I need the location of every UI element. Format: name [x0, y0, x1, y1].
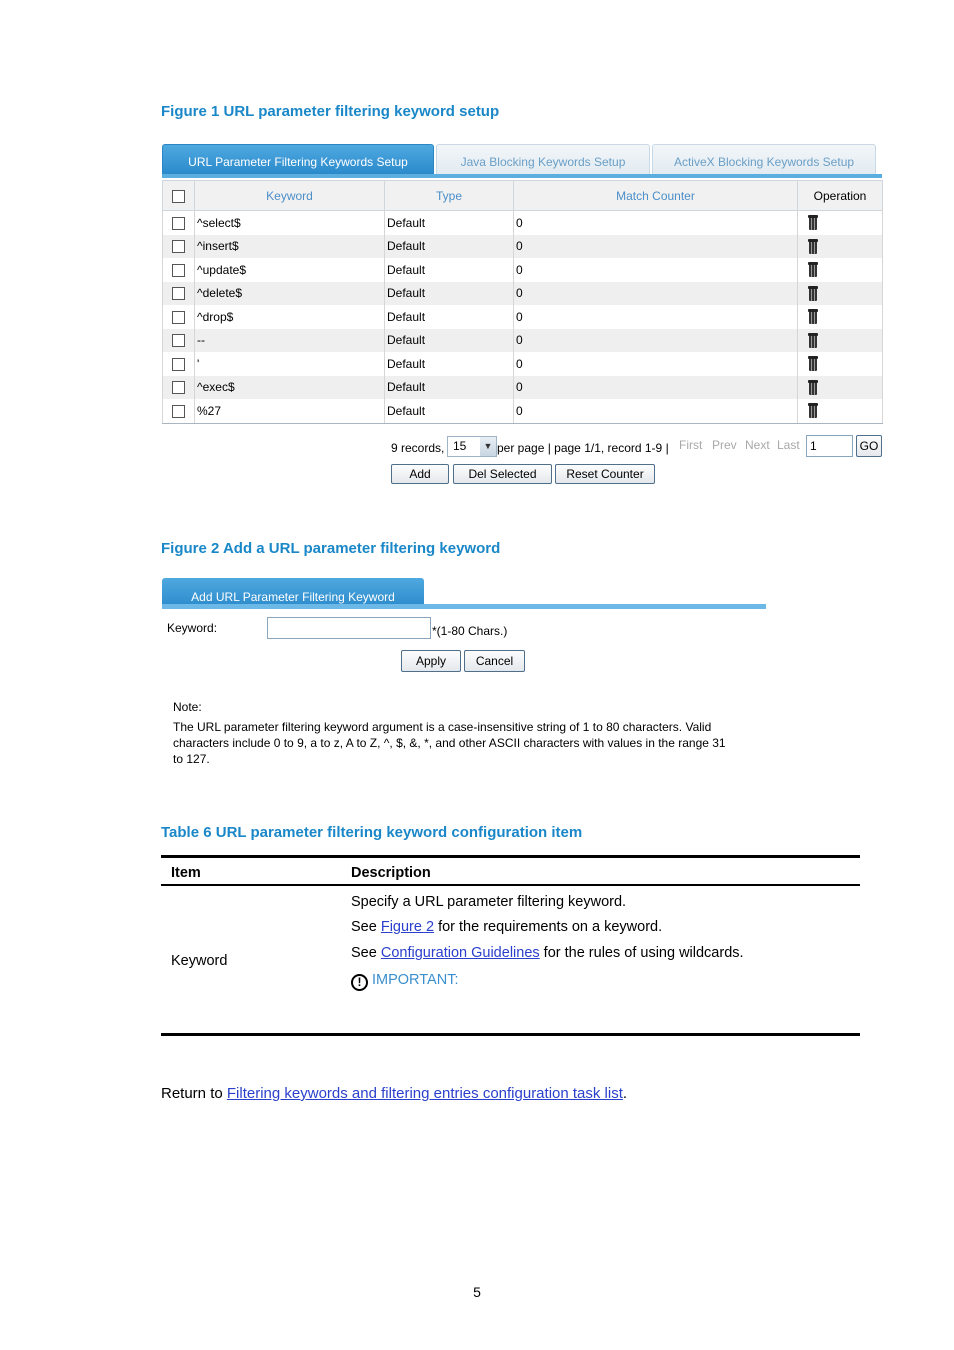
table-row: [163, 305, 883, 329]
desc-line-3-post: for the rules of using wildcards.: [539, 945, 744, 961]
type-cell: Default: [385, 211, 514, 235]
select-all-cell: [163, 181, 195, 211]
row-checkbox[interactable]: [172, 287, 185, 300]
match-counter-cell: 0: [514, 329, 798, 353]
type-cell: Default: [385, 399, 514, 423]
chevron-down-icon[interactable]: ▼: [480, 437, 496, 456]
table-row: [163, 352, 883, 376]
row-checkbox[interactable]: [172, 217, 185, 230]
note-line-1: The URL parameter filtering keyword argument is a case-insensitive string of 1 to 80 characters. Valid: [173, 720, 712, 734]
match-counter-cell: 0: [514, 258, 798, 282]
row-checkbox[interactable]: [172, 334, 185, 347]
operation-cell: [798, 376, 883, 400]
type-cell: Default: [385, 235, 514, 259]
table6-item-keyword: Keyword: [171, 953, 228, 969]
row-checkbox-cell: [163, 352, 195, 376]
table6-desc-line-1: Specify a URL parameter filtering keyword.: [351, 894, 627, 910]
type-cell: Default: [385, 376, 514, 400]
tab-url-parameter-keywords[interactable]: URL Parameter Filtering Keywords Setup: [162, 144, 434, 174]
prev-link[interactable]: Prev: [712, 438, 737, 452]
table6-important: [351, 972, 458, 991]
table-row: [163, 258, 883, 282]
keyword-label: Keyword:: [167, 621, 218, 635]
table6-desc-line-2: [351, 919, 662, 935]
records-count: 9 records,: [391, 441, 445, 455]
table6-bottom-rule: [161, 1033, 860, 1036]
note-line-2: characters include 0 to 9, a to z, A to Z, ^, $, &, *, and other ASCII characters with values in the range 31: [173, 736, 726, 750]
table6-caption: Table 6 URL parameter filtering keyword configuration item: [161, 824, 583, 841]
per-page-value: 15: [453, 439, 467, 453]
trash-icon[interactable]: [808, 286, 818, 301]
row-checkbox-cell: [163, 305, 195, 329]
page-number-input[interactable]: 1: [806, 435, 853, 457]
operation-cell: [798, 282, 883, 306]
tab2-underline: [162, 604, 766, 609]
figure-2-link[interactable]: Figure 2: [380, 919, 435, 935]
trash-icon[interactable]: [808, 380, 818, 395]
keyword-cell: ^insert$: [195, 235, 385, 259]
column-header-type[interactable]: Type: [385, 181, 514, 211]
pager-summary: per page | page 1/1, record 1-9 |: [497, 441, 669, 455]
return-post: .: [622, 1085, 628, 1102]
row-checkbox-cell: [163, 376, 195, 400]
tab-java-blocking-keywords[interactable]: Java Blocking Keywords Setup: [436, 144, 650, 174]
go-button[interactable]: GO: [856, 435, 882, 457]
page-number: 5: [473, 1284, 481, 1300]
row-checkbox[interactable]: [172, 240, 185, 253]
row-checkbox[interactable]: [172, 405, 185, 418]
keyword-input[interactable]: [267, 617, 431, 639]
operation-cell: [798, 235, 883, 259]
del-selected-button[interactable]: Del Selected: [453, 464, 552, 484]
first-link[interactable]: First: [679, 438, 703, 452]
table-row: [163, 282, 883, 306]
row-checkbox-cell: [163, 258, 195, 282]
keyword-table: [162, 180, 883, 424]
operation-cell: [798, 352, 883, 376]
match-counter-cell: 0: [514, 376, 798, 400]
trash-icon[interactable]: [808, 239, 818, 254]
row-checkbox-cell: [163, 235, 195, 259]
operation-cell: [798, 329, 883, 353]
configuration-guidelines-link[interactable]: Configuration Guidelines: [380, 945, 540, 961]
table6-head-description: Description: [351, 865, 431, 881]
next-link[interactable]: Next: [745, 438, 770, 452]
keyword-hint: *(1-80 Chars.): [432, 624, 508, 638]
keyword-cell: ^delete$: [195, 282, 385, 306]
operation-cell: [798, 305, 883, 329]
select-all-checkbox[interactable]: [172, 190, 185, 203]
trash-icon[interactable]: [808, 215, 818, 230]
keyword-cell: ': [195, 352, 385, 376]
row-checkbox[interactable]: [172, 311, 185, 324]
warning-icon: !: [351, 974, 368, 991]
desc-line-3-pre: See: [351, 945, 381, 961]
table-row: [163, 399, 883, 423]
trash-icon[interactable]: [808, 356, 818, 371]
match-counter-cell: 0: [514, 399, 798, 423]
return-pre: Return to: [161, 1085, 227, 1102]
tab-activex-blocking-keywords[interactable]: ActiveX Blocking Keywords Setup: [652, 144, 876, 174]
column-header-keyword[interactable]: Keyword: [195, 181, 385, 211]
per-page-select[interactable]: [447, 436, 497, 457]
important-label: IMPORTANT:: [372, 972, 459, 988]
last-link[interactable]: Last: [777, 438, 800, 452]
match-counter-cell: 0: [514, 235, 798, 259]
trash-icon[interactable]: [808, 403, 818, 418]
tab-bar: [162, 142, 882, 176]
table-row: [163, 329, 883, 353]
type-cell: Default: [385, 282, 514, 306]
tab-add-keyword[interactable]: Add URL Parameter Filtering Keyword: [162, 578, 424, 608]
table6-desc-line-3: [351, 945, 744, 961]
row-checkbox-cell: [163, 211, 195, 235]
row-checkbox-cell: [163, 282, 195, 306]
row-checkbox[interactable]: [172, 381, 185, 394]
table-row: [163, 235, 883, 259]
type-cell: Default: [385, 352, 514, 376]
note-line-3: to 127.: [173, 752, 210, 766]
row-checkbox[interactable]: [172, 264, 185, 277]
type-cell: Default: [385, 258, 514, 282]
match-counter-cell: 0: [514, 352, 798, 376]
keyword-cell: ^drop$: [195, 305, 385, 329]
cancel-button[interactable]: Cancel: [464, 650, 525, 672]
note-title: Note:: [173, 700, 202, 714]
match-counter-cell: 0: [514, 211, 798, 235]
operation-cell: [798, 399, 883, 423]
column-header-match-counter[interactable]: Match Counter: [514, 181, 798, 211]
match-counter-cell: 0: [514, 282, 798, 306]
type-cell: Default: [385, 329, 514, 353]
operation-cell: [798, 211, 883, 235]
table6-head-item: Item: [171, 865, 201, 881]
trash-icon[interactable]: [808, 262, 818, 277]
tab-underline: [162, 174, 882, 178]
desc-line-2-post: for the requirements on a keyword.: [434, 919, 663, 935]
desc-line-2-pre: See: [351, 919, 381, 935]
table6-header-rule: [161, 884, 860, 886]
trash-icon[interactable]: [808, 333, 818, 348]
keyword-cell: %27: [195, 399, 385, 423]
add-button[interactable]: Add: [391, 464, 449, 484]
operation-cell: [798, 258, 883, 282]
table-row: [163, 211, 883, 235]
table-header-row: [163, 181, 883, 211]
figure1-caption: Figure 1 URL parameter filtering keyword setup: [161, 103, 500, 120]
figure2-caption: Figure 2 Add a URL parameter filtering keyword: [161, 540, 501, 557]
keyword-cell: ^update$: [195, 258, 385, 282]
table6-top-rule: [161, 855, 860, 858]
row-checkbox-cell: [163, 399, 195, 423]
return-line: [161, 1085, 627, 1102]
type-cell: Default: [385, 305, 514, 329]
task-list-link[interactable]: Filtering keywords and filtering entries configuration task list: [226, 1085, 623, 1102]
keyword-cell: ^exec$: [195, 376, 385, 400]
table-row: [163, 376, 883, 400]
match-counter-cell: 0: [514, 305, 798, 329]
keyword-cell: --: [195, 329, 385, 353]
trash-icon[interactable]: [808, 309, 818, 324]
row-checkbox[interactable]: [172, 358, 185, 371]
row-checkbox-cell: [163, 329, 195, 353]
reset-counter-button[interactable]: Reset Counter: [555, 464, 655, 484]
column-header-operation: Operation: [798, 181, 883, 211]
apply-button[interactable]: Apply: [401, 650, 461, 672]
keyword-cell: ^select$: [195, 211, 385, 235]
